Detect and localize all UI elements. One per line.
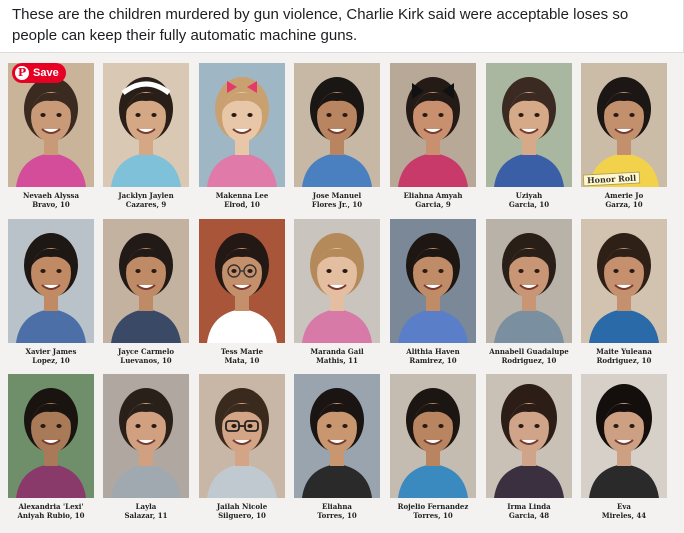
name-line: Jailah Nicole <box>216 502 268 511</box>
portrait-photo <box>581 374 667 498</box>
portrait-caption <box>97 347 195 365</box>
name-age-line: Rodriguez, 10 <box>501 356 557 365</box>
name-age-line: Garcia, 10 <box>508 200 550 209</box>
pinterest-icon: P <box>15 66 29 80</box>
name-line: Xavier James <box>25 347 77 356</box>
name-line: Uziyah <box>515 191 543 200</box>
name-line: Jose Manuel <box>312 191 362 200</box>
name-age-line: Mathis, 11 <box>316 356 358 365</box>
portrait-caption <box>480 502 578 520</box>
name-line: Eliahna Amyah <box>403 191 463 200</box>
portrait-photo <box>294 63 380 187</box>
honor-roll-badge: Honor Roll <box>583 172 641 187</box>
portrait-caption <box>97 502 195 520</box>
portrait-caption <box>288 191 386 209</box>
name-line: Makenna Lee <box>215 191 269 200</box>
portrait-caption <box>575 502 673 520</box>
name-age-line: Garcia, 48 <box>508 511 550 520</box>
portrait-photo <box>294 219 380 343</box>
portrait-caption <box>2 502 100 520</box>
name-line: Maite Yuleana <box>596 347 652 356</box>
name-age-line: Torres, 10 <box>413 511 453 520</box>
name-line: Irma Linda <box>507 502 551 511</box>
portrait-caption <box>288 347 386 365</box>
portrait-photo <box>103 374 189 498</box>
portrait-photo <box>390 63 476 187</box>
save-label: Save <box>33 67 59 79</box>
portrait-photo <box>8 374 94 498</box>
name-age-line: Garza, 10 <box>605 200 643 209</box>
name-age-line: Luevanos, 10 <box>120 356 172 365</box>
name-line: Rojelio Fernandez <box>397 502 469 511</box>
portrait-photo <box>486 374 572 498</box>
name-age-line: Cazares, 9 <box>125 200 167 209</box>
name-age-line: Mireles, 44 <box>601 511 647 520</box>
name-line: Jayce Carmelo <box>117 347 175 356</box>
portrait-photo <box>103 63 189 187</box>
portrait-photo <box>103 219 189 343</box>
portrait-photo <box>8 219 94 343</box>
portrait-photo <box>199 219 285 343</box>
portrait-caption <box>384 502 482 520</box>
name-age-line: Ramirez, 10 <box>409 356 457 365</box>
post-caption: These are the children murdered by gun violence, Charlie Kirk said were acceptable loses so people can keep their fully automatic machine guns. <box>12 6 629 44</box>
name-line: Nevaeh Alyssa <box>22 191 79 200</box>
portrait-caption <box>2 347 100 365</box>
portrait-caption <box>384 347 482 365</box>
name-age-line: Torres, 10 <box>317 511 357 520</box>
portrait-photo <box>294 374 380 498</box>
portrait-caption <box>2 191 100 209</box>
name-age-line: Aniyah Rubio, 10 <box>17 511 85 520</box>
portrait-caption <box>575 347 673 365</box>
name-age-line: Mata, 10 <box>224 356 260 365</box>
portrait-photo <box>199 374 285 498</box>
name-age-line: Silguero, 10 <box>218 511 266 520</box>
portrait-caption <box>193 347 291 365</box>
name-line: Alithia Haven <box>406 347 460 356</box>
portrait-caption <box>384 191 482 209</box>
name-age-line: Garcia, 9 <box>415 200 451 209</box>
portrait-photo <box>486 63 572 187</box>
name-line: Tess Marie <box>220 347 264 356</box>
name-age-line: Lopez, 10 <box>32 356 70 365</box>
name-age-line: Rodriguez, 10 <box>596 356 652 365</box>
name-age-line: Elrod, 10 <box>224 200 260 209</box>
name-age-line: Bravo, 10 <box>32 200 70 209</box>
portrait-photo <box>581 63 667 187</box>
portrait-photo <box>581 219 667 343</box>
name-line: Amerie Jo <box>604 191 644 200</box>
pinterest-save-button[interactable] <box>12 63 66 83</box>
portrait-photo <box>486 219 572 343</box>
post-image[interactable] <box>0 52 684 533</box>
portrait-caption <box>288 502 386 520</box>
name-line: Maranda Gail <box>310 347 364 356</box>
portrait-photo <box>390 374 476 498</box>
portrait-caption <box>480 347 578 365</box>
portrait-caption <box>97 191 195 209</box>
portrait-caption <box>575 191 673 209</box>
portrait-caption <box>193 502 291 520</box>
portrait-caption <box>480 191 578 209</box>
name-line: Layla <box>135 502 157 511</box>
name-line: Alexandria 'Lexi' <box>18 502 84 511</box>
name-line: Eliahna <box>322 502 352 511</box>
portrait-photo <box>199 63 285 187</box>
name-age-line: Flores Jr., 10 <box>311 200 363 209</box>
name-line: Jacklyn Jaylen <box>118 191 174 200</box>
name-age-line: Salazar, 11 <box>124 511 168 520</box>
name-line: Eva <box>617 502 631 511</box>
name-line: Annabell Guadalupe <box>489 347 569 356</box>
portrait-caption <box>193 191 291 209</box>
portrait-photo <box>390 219 476 343</box>
